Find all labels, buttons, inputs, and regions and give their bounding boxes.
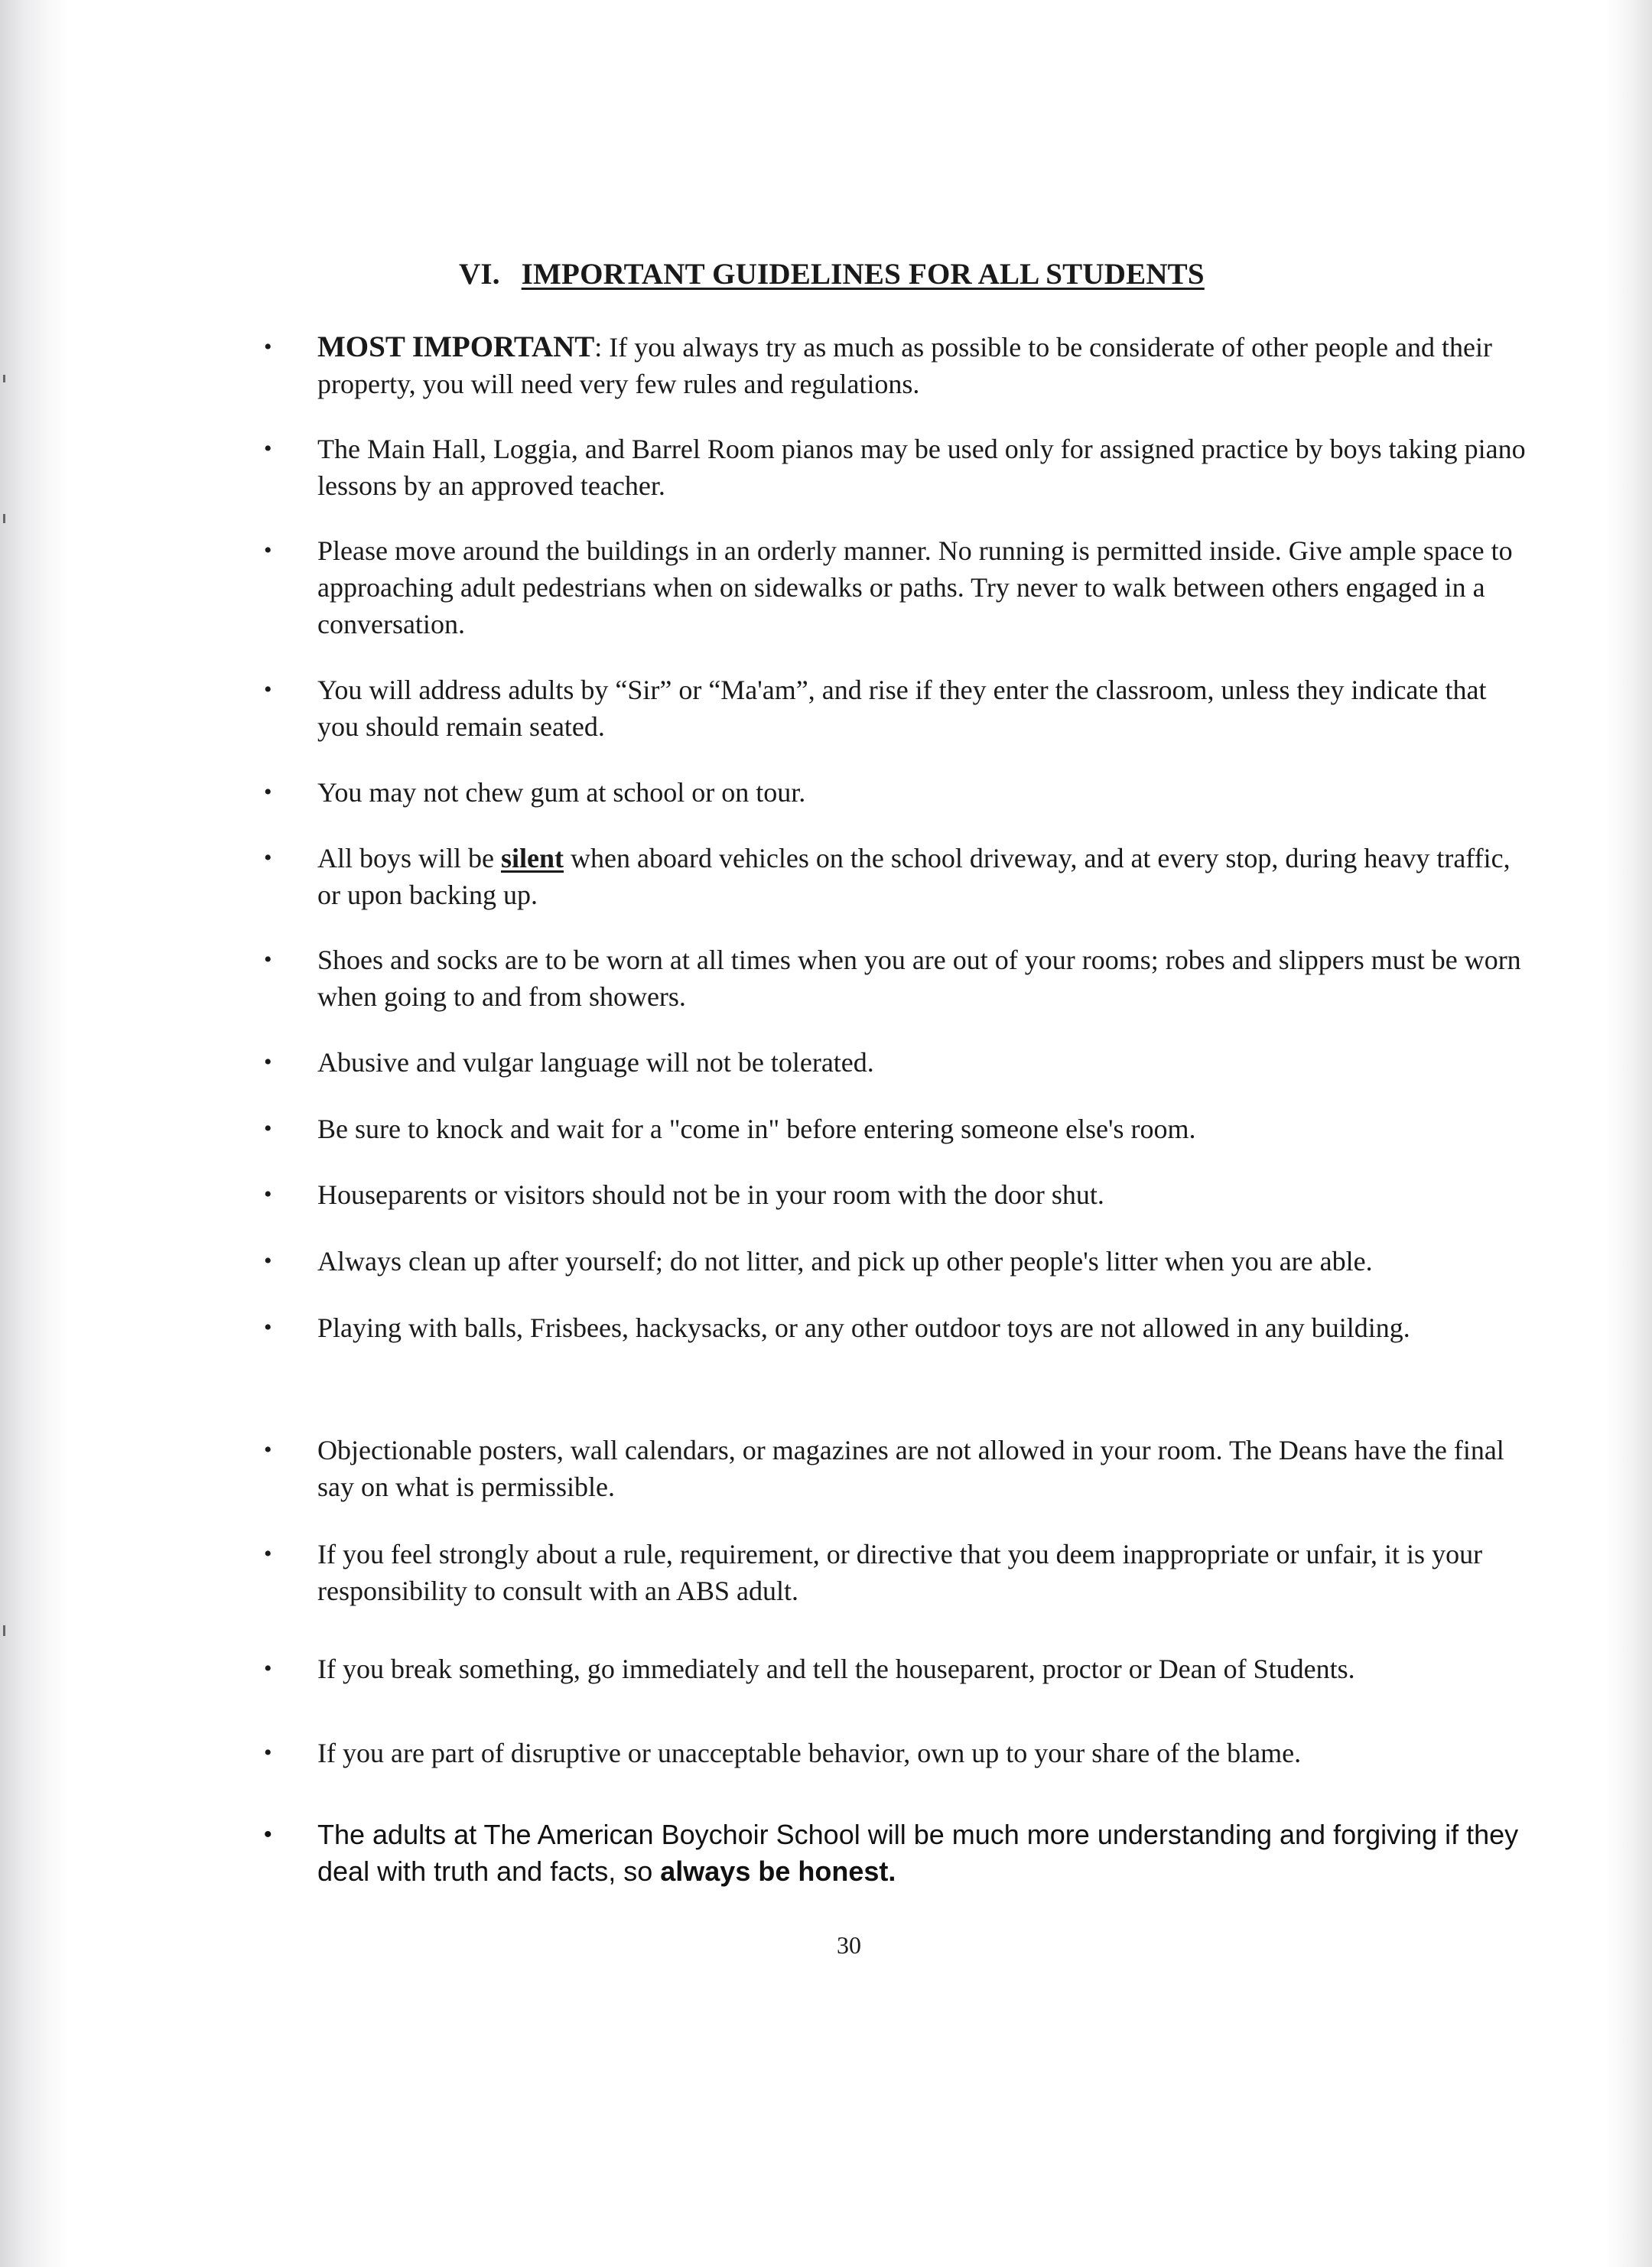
section-title: IMPORTANT GUIDELINES FOR ALL STUDENTS (521, 258, 1205, 291)
bullet-icon: • (264, 1656, 272, 1681)
guideline-emphasis: silent (501, 843, 564, 873)
bullet-icon: • (264, 1049, 272, 1075)
guideline-text: Please move around the buildings in an orderly manner. No running is permitted inside. Give ample space to approaching adult pedestrians when on sidewalks or paths. Try never to walk between others engaged in a conversation. (317, 535, 1513, 639)
bullet-icon: • (264, 1437, 272, 1462)
bullet-icon: • (264, 538, 272, 563)
guideline-body: when aboard vehicles on the school driveway, and at every stop, during heavy traffic, or upon backing up. (317, 843, 1511, 910)
guideline-text: Always clean up after yourself; do not litter, and pick up other people's litter when you are able. (317, 1246, 1373, 1277)
bullet-icon: • (264, 947, 272, 972)
bullet-icon: • (264, 1740, 272, 1765)
guideline-text: If you are part of disruptive or unacceptable behavior, own up to your share of the blame. (317, 1738, 1302, 1768)
guideline-text: If you feel strongly about a rule, requirement, or directive that you deem inappropriate or unfair, it is your responsibility to consult with an ABS adult. (317, 1539, 1483, 1606)
bullet-icon: • (264, 1248, 272, 1273)
section-number: VI. (459, 258, 500, 291)
guideline-text: Houseparents or visitors should not be in your room with the door shut. (317, 1179, 1104, 1210)
guideline-text: The Main Hall, Loggia, and Barrel Room pianos may be used only for assigned practice by boys taking piano lessons by an approved teacher. (317, 434, 1526, 501)
page-number: 30 (837, 1931, 861, 1959)
guideline-text (317, 329, 1526, 402)
bullet-icon: • (264, 779, 272, 805)
guideline-lead: MOST IMPORTANT (317, 330, 595, 363)
guideline-text: You will address adults by “Sir” or “Ma'am”, and rise if they enter the classroom, unless they indicate that you should remain seated. (317, 675, 1487, 742)
guideline-text: Objectionable posters, wall calendars, or magazines are not allowed in your room. The Deans have the final say on what is permissible. (317, 1435, 1504, 1502)
guideline-body: : If you always try as much as possible to be considerate of other people and their property, you will need very few rules and regulations. (317, 332, 1492, 399)
bullet-icon: • (264, 1315, 272, 1340)
guideline-body: All boys will be (317, 843, 501, 873)
section-heading (0, 257, 1652, 291)
bullet-icon: • (264, 1182, 272, 1207)
guideline-text: Shoes and socks are to be worn at all times when you are out of your rooms; robes and slippers must be worn when going to and from showers. (317, 945, 1521, 1012)
bullet-icon: • (264, 334, 272, 359)
guideline-body: The adults at The American Boychoir School will be much more understanding and forgiving if they deal with truth and facts, so (317, 1819, 1519, 1887)
bullet-icon: • (264, 1116, 272, 1141)
bullet-icon: • (264, 1822, 272, 1847)
guideline-text: If you break something, go immediately and tell the houseparent, proctor or Dean of Students. (317, 1654, 1355, 1684)
guideline-text: Be sure to knock and wait for a "come in" before entering someone else's room. (317, 1114, 1196, 1144)
guideline-strong: always be honest. (660, 1856, 896, 1887)
guideline-text (317, 840, 1526, 913)
guideline-text: Playing with balls, Frisbees, hackysacks, or any other outdoor toys are not allowed in any building. (317, 1312, 1410, 1343)
bullet-icon: • (264, 845, 272, 870)
guideline-text: Abusive and vulgar language will not be tolerated. (317, 1047, 874, 1078)
bullet-icon: • (264, 1541, 272, 1566)
guideline-text: You may not chew gum at school or on tour. (317, 777, 806, 808)
bullet-icon: • (264, 677, 272, 702)
bullet-icon: • (264, 436, 272, 461)
guideline-text (317, 1817, 1526, 1890)
